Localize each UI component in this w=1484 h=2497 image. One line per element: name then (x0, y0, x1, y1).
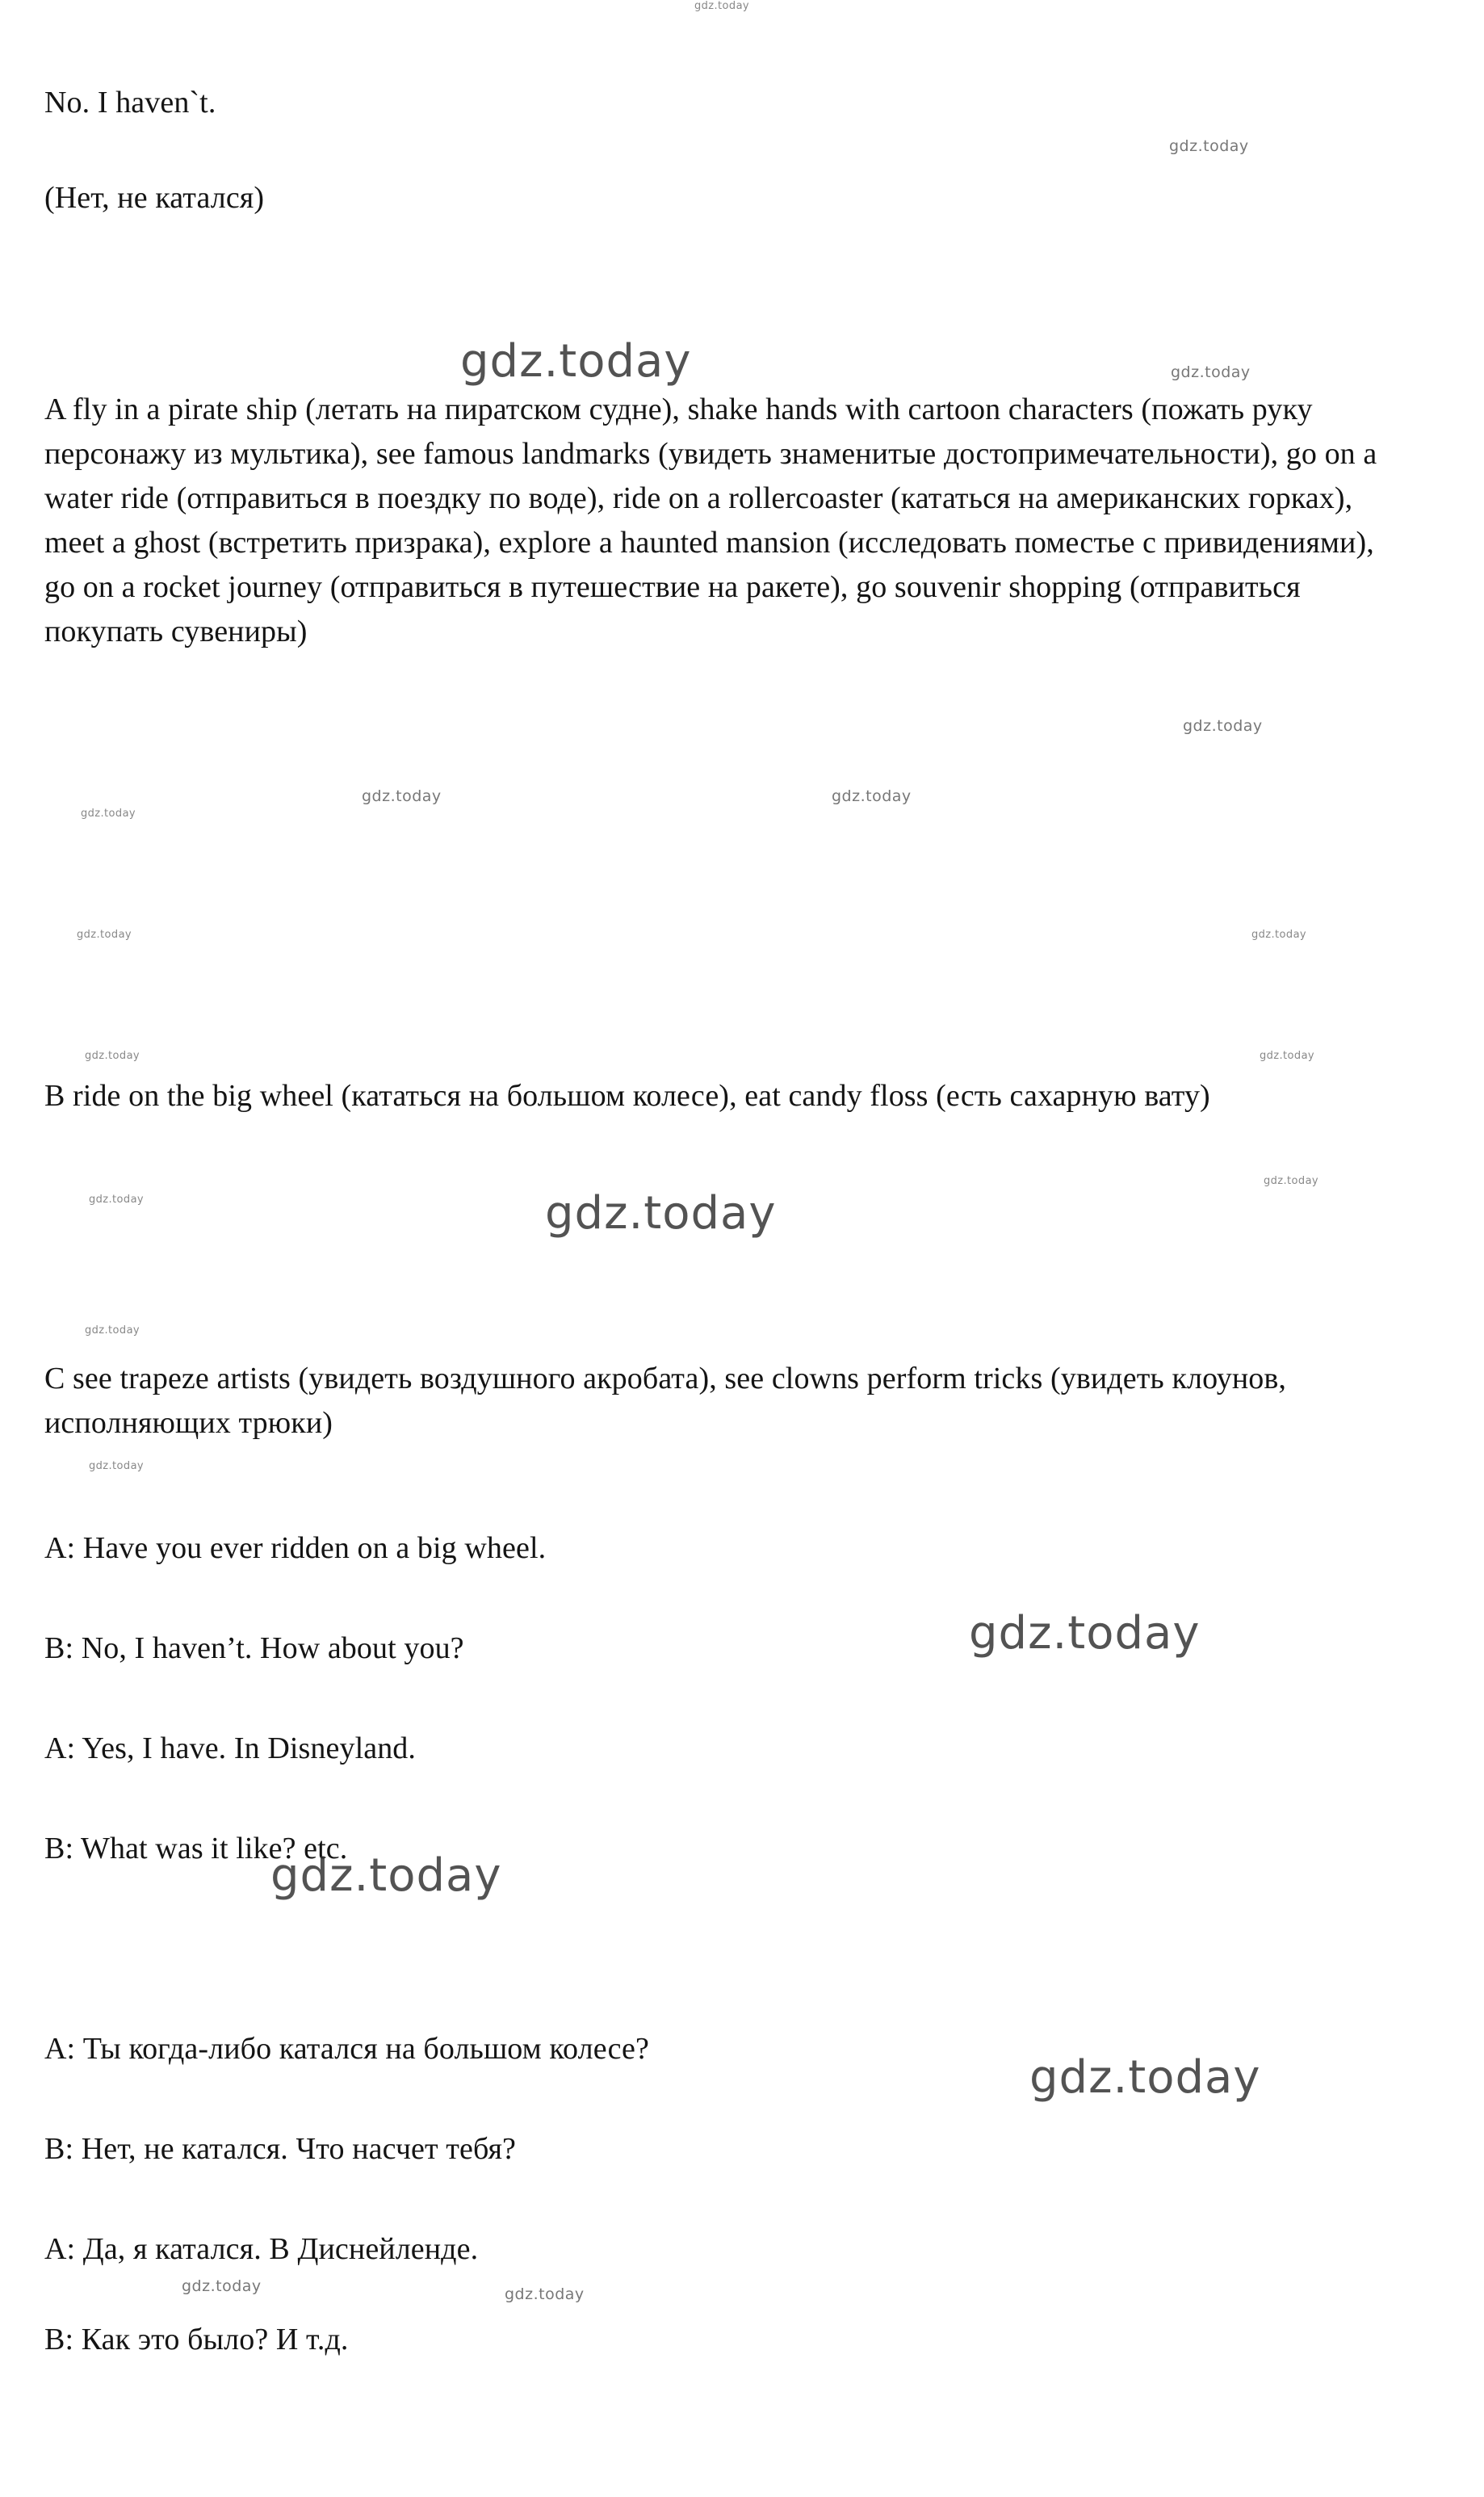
watermark: gdz.today (85, 1324, 140, 1337)
dialogue-en-line-2 (44, 1626, 1409, 1671)
vocabulary-b-block (44, 1074, 1409, 1118)
dialogue-ru-1-text: A: Ты когда-либо катался на большом колесе? (44, 2032, 649, 2066)
dialogue-ru-3-text: A: Да, я катался. В Диснейленде. (44, 2232, 479, 2266)
watermark: gdz.today (362, 787, 442, 805)
dialogue-ru-2-text: B: Нет, не катался. Что насчет тебя? (44, 2132, 517, 2166)
dialogue-ru-line-3 (44, 2227, 1409, 2272)
watermark: gdz.today (77, 929, 132, 941)
dialogue-ru-line-4 (44, 2318, 1409, 2362)
watermark: gdz.today (969, 1607, 1201, 1660)
watermark: gdz.today (460, 335, 692, 388)
watermark: gdz.today (1260, 1050, 1315, 1062)
watermark: gdz.today (89, 1194, 145, 1206)
dialogue-en-line-3 (44, 1727, 1409, 1771)
dialogue-ru-line-1 (44, 2027, 1409, 2071)
vocabulary-b-text: B ride on the big wheel (кататься на большом колесе), eat candy floss (есть сахарную вату) (44, 1079, 1210, 1113)
watermark: gdz.today (81, 808, 136, 820)
dialogue-en-2-text: B: No, I haven’t. How about you? (44, 1631, 464, 1665)
vocabulary-a-block (44, 388, 1409, 655)
watermark: gdz.today (1251, 929, 1307, 941)
watermark: gdz.today (545, 1187, 777, 1240)
dialogue-ru-line-2 (44, 2127, 1409, 2172)
dialogue-en-line-1 (44, 1526, 1409, 1571)
answer-no-block (44, 81, 1409, 125)
watermark: gdz.today (89, 1460, 145, 1472)
watermark: gdz.today (270, 1849, 502, 1902)
answer-no-translation-block (44, 176, 1409, 220)
vocabulary-a-text: A fly in a pirate ship (летать на пиратском судне), shake hands with cartoon characters (пожать руку персонажу из мультика), see famous landmarks (увидеть знаменитые достопримечательности), go on a water ride (отправиться в поездку по воде), ride on a rollercoaster (кататься на американских горках), meet a ghost (встретить призрака), explore a haunted mansion (исследовать поместье с привидениями), go on a rocket journey (отправиться в путешествие на ракете), go souvenir shopping (отправиться покупать сувениры) (44, 392, 1377, 649)
dialogue-en-1-text: A: Have you ever ridden on a big wheel. (44, 1531, 547, 1565)
watermark: gdz.today (505, 2285, 585, 2303)
answer-no-text: No. I haven`t. (44, 86, 216, 120)
dialogue-en-3-text: A: Yes, I have. In Disneyland. (44, 1731, 417, 1765)
watermark: gdz.today (85, 1050, 140, 1062)
watermark: gdz.today (1029, 2051, 1261, 2104)
vocabulary-c-block (44, 1357, 1409, 1446)
vocabulary-c-text: C see trapeze artists (увидеть воздушного акробата), see clowns perform tricks (увидеть клоунов, исполняющих трюки) (44, 1362, 1287, 1441)
watermark: gdz.today (832, 787, 912, 805)
watermark: gdz.today (1171, 363, 1251, 381)
watermark: gdz.today (182, 2277, 262, 2295)
dialogue-ru-4-text: B: Как это было? И т.д. (44, 2323, 349, 2356)
dialogue-en-line-4 (44, 1827, 1409, 1871)
watermark: gdz.today (694, 0, 750, 12)
dialogue-en-4-text: B: What was it like? etc. (44, 1832, 348, 1865)
answer-no-translation-text: (Нет, не катался) (44, 181, 265, 215)
watermark: gdz.today (1264, 1175, 1319, 1187)
watermark: gdz.today (1183, 717, 1263, 735)
watermark: gdz.today (1169, 137, 1249, 155)
